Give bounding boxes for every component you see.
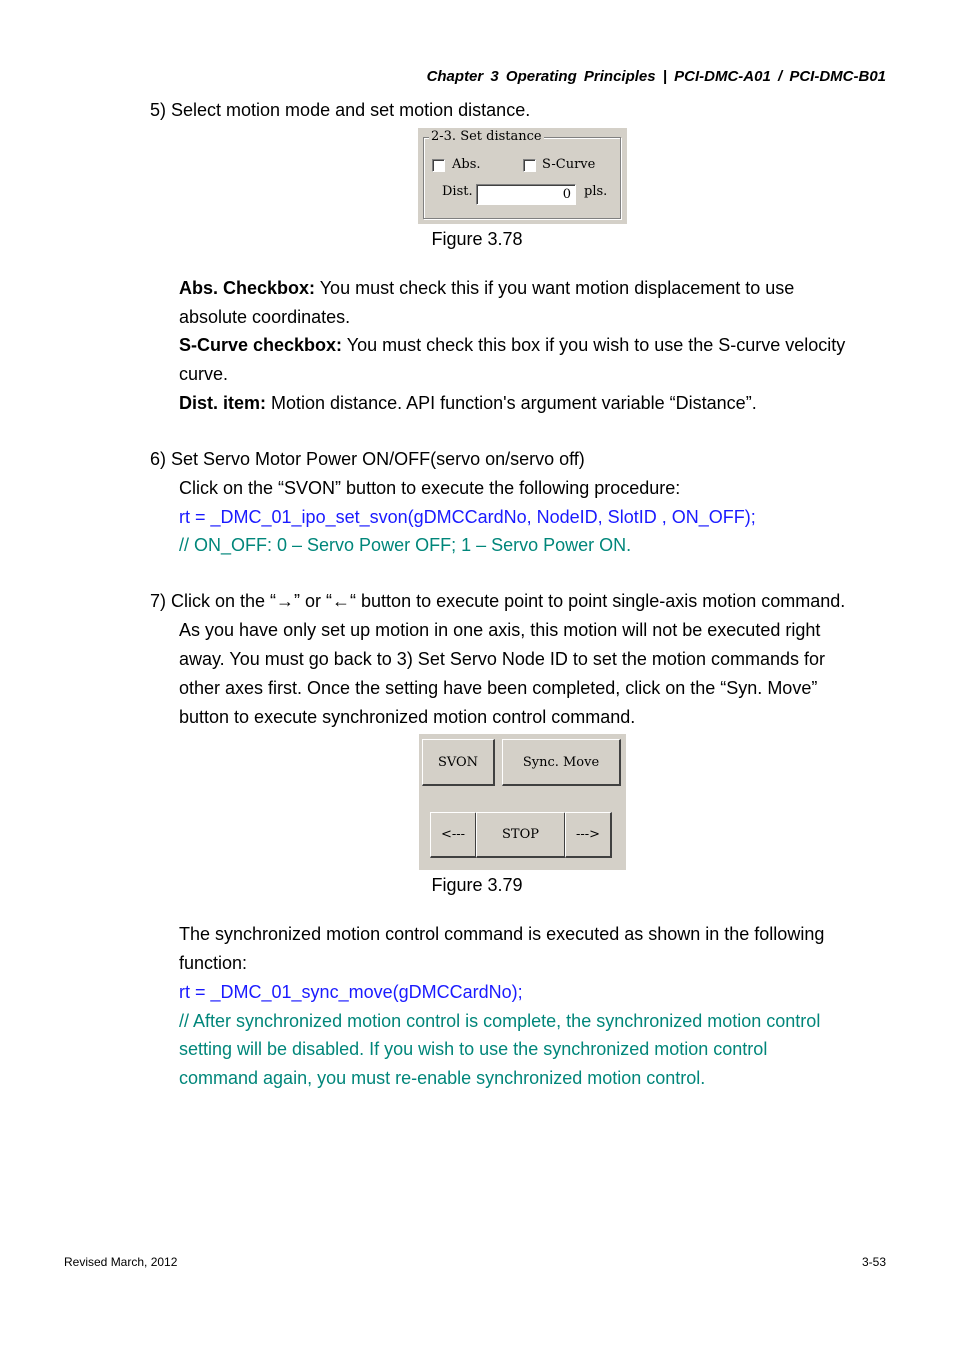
abs-checkbox-desc-line2: absolute coordinates. <box>179 307 351 327</box>
dist-item-term: Dist. item: <box>179 393 267 413</box>
sync-line-1: The synchronized motion control command is executed as shown in the following <box>179 924 825 944</box>
s-curve-desc: You must check this box if you wish to use the S-curve velocity <box>342 335 846 355</box>
svon-code-line: rt = _DMC_01_ipo_set_svon(gDMCCardNo, NodeID, SlotID , ON_OFF); <box>179 507 756 527</box>
set-distance-panel <box>418 128 627 224</box>
sync-comment-line-3: command again, you must re-enable synchronized motion control. <box>179 1068 706 1088</box>
set-distance-group-title: 2-3. Set distance <box>431 129 542 144</box>
abs-checkbox-term: Abs. Checkbox: <box>179 278 316 298</box>
abs-label: Abs. <box>452 157 481 172</box>
dist-item-desc <box>179 389 757 418</box>
abs-checkbox-desc-line1 <box>179 274 794 303</box>
s-curve-label: S-Curve <box>542 157 596 172</box>
move-right-button[interactable]: ---> <box>565 812 612 858</box>
sync-comment-line-1: // After synchronized motion control is complete, the synchronized motion control <box>179 1011 821 1031</box>
sync-code-line: rt = _DMC_01_sync_move(gDMCCardNo); <box>179 982 523 1002</box>
step-5-heading: 5) Select motion mode and set motion distance. <box>150 100 531 120</box>
running-header: Chapter 3 Operating Principles | PCI-DMC-A01 / PCI-DMC-B01 <box>426 68 886 85</box>
step-6-line: Click on the “SVON” button to execute the following procedure: <box>179 478 681 498</box>
dist-item-desc-text: Motion distance. API function's argument variable “Distance”. <box>266 393 757 413</box>
step-7-line-2: away. You must go back to 3) Set Servo Node ID to set the motion commands for <box>179 649 825 669</box>
s-curve-desc-line2: curve. <box>179 364 229 384</box>
dist-input[interactable]: 0 <box>476 184 576 205</box>
s-curve-checkbox[interactable] <box>523 159 536 172</box>
s-curve-desc-line1 <box>179 331 845 360</box>
step-6-heading: 6) Set Servo Motor Power ON/OFF(servo on/servo off) <box>150 449 585 469</box>
figure-3-79-caption: Figure 3.79 <box>431 875 523 895</box>
step-7-heading: 7) Click on the “→” or “←“ button to execute point to point single-axis motion command. <box>150 591 846 611</box>
revised-date: Revised March, 2012 <box>64 1255 178 1269</box>
motion-buttons-panel <box>419 734 626 870</box>
stop-button[interactable]: STOP <box>476 812 566 858</box>
svon-button[interactable]: SVON <box>422 739 495 786</box>
step-7-line-1: As you have only set up motion in one axis, this motion will not be executed right <box>179 620 821 640</box>
step-7-line-4: button to execute synchronized motion control command. <box>179 707 636 727</box>
sync-comment-line-2: setting will be disabled. If you wish to use the synchronized motion control <box>179 1039 768 1059</box>
page-number: 3-53 <box>861 1255 886 1269</box>
abs-checkbox-desc: You must check this if you want motion displacement to use <box>315 278 795 298</box>
dist-label: Dist. <box>442 184 473 199</box>
s-curve-term: S-Curve checkbox: <box>179 335 343 355</box>
pls-unit-label: pls. <box>584 184 608 199</box>
set-distance-groupbox <box>423 137 621 219</box>
sync-line-2: function: <box>179 953 248 973</box>
step-7-line-3: other axes first. Once the setting have been completed, click on the “Syn. Move” <box>179 678 818 698</box>
figure-3-78-caption: Figure 3.78 <box>431 229 523 249</box>
svon-comment-line: // ON_OFF: 0 – Servo Power OFF; 1 – Servo Power ON. <box>179 535 632 555</box>
sync-move-button[interactable]: Sync. Move <box>502 739 621 786</box>
move-left-button[interactable]: <--- <box>430 812 477 858</box>
abs-checkbox[interactable] <box>432 159 445 172</box>
